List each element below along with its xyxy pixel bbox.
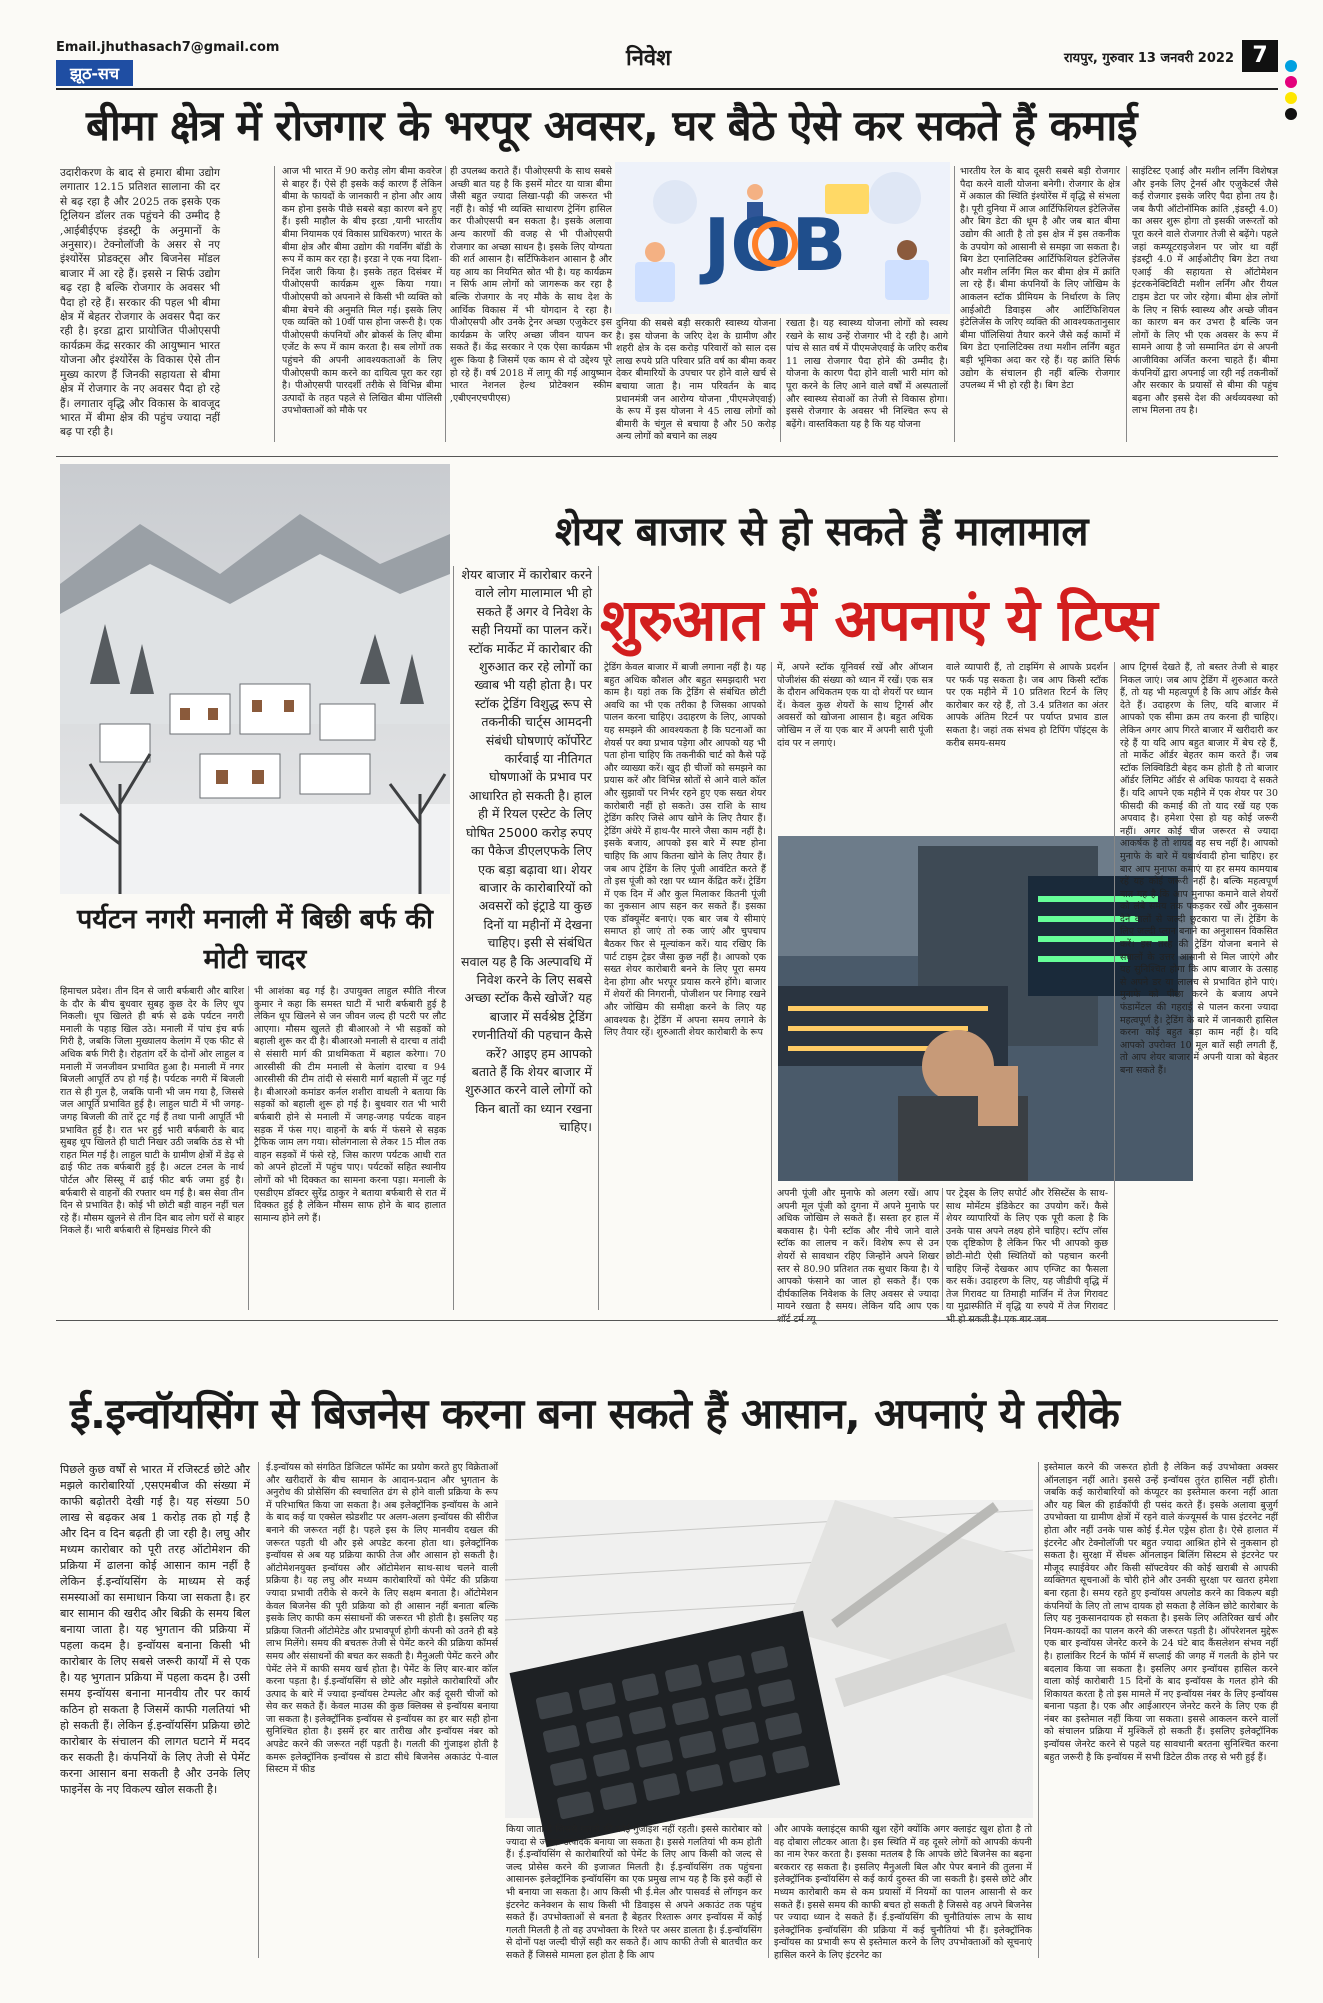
einvoicing-headline: ई.इन्वॉयसिंग से बिजनेस करना बना सकते हैं आसान, अपनाएं ये तरीके xyxy=(70,1389,1120,1438)
insurance-col-2: आज भी भारत में 90 करोड़ लोग बीमा कवरेज से बाहर हैं। ऐसे ही इसके कई कारण हैं लेकिन बीमा के फायदों के जानकारी न होना और आय कम होना इसके पीछे सबसे बड़ा कारण बने हुए हैं। इसी माहौल के बीच इरडा ,यानी भारतीय बीमा नियामक एवं विकास प्राधिकरण) भारत के बीमा क्षेत्र और बीमा उद्योग की गवर्निंग बॉडी के रूप में काम कर रहा है। इरडा ने एक नया दिशा-निर्देश जारी किया है। इसके तहत दिसंबर में पीओएसपी कार्यक्रम शुरू किया गया। पीओएसपी को अपनाने से किसी भी व्यक्ति को बीमा बेचने की अनुमति मिल गई। इसके लिए एक व्यक्ति को 10वीं पास होना जरूरी है। एक पीओएसपी कंपनियों और ब्रोकर्स के लिए बीमा एजेंट के रूप में काम करता है। सब लोगों तक पहुंचने की अपनी आवश्यकताओं के लिए पीओएसपी काम करने का दायित्व पूरा कर रहा है। पीओएसपी पारदर्शी तरीके से विभिन्न बीमा उत्पादों के तहत पहले से लिखित बीमा पॉलिसी उपभोक्ताओं को मौके पर xyxy=(282,166,442,417)
insurance-col-5: रखता है। यह स्वास्थ्य योजना लोगों को स्वस्थ रखने के साथ उन्हें रोजगार भी दे रही है। आगे पांच से सात वर्ष में पीएमजेएवाई के जरिए करीब 11 लाख रोजगार पैदा होने की उम्मीद है। योजना के कारण पैदा होने वाली भारी मांग को पूरा करने के लिए आने वाले वर्षों में अस्पतालों और स्वास्थ्य सेवाओं का तेजी से विकास होगा। इससे रोजगार के अवसर भी निश्चित रूप से बढ़ेंगे। वास्तविकता यह है कि यह योजना xyxy=(786,318,948,430)
einvoicing-col-5: इस्तेमाल करने की जरूरत होती है लेकिन कई उपभोक्ता अक्सर ऑनलाइन नहीं आते। इससे उन्हें इन्वॉयस तुरंत हासिल नहीं होती। जबकि कई कारोबारियों को कंप्यूटर का इस्तेमाल करना नहीं आता और यह बिल की हार्डकॉपी ही पसंद करते हैं। इसके अलावा बुजुर्ग उपभोक्ता या ग्रामीण क्षेत्रों में रहने वाले कंज्यूमर्स के पास इंटरनेट नहीं होता और नहीं उनके पास कोई ई.मेल एड्रेस होता है। ऐसे हालात में इंटरनेट और टेक्नोलॉजी पर बहुत ज्यादा आश्रित होने से नुकसान हो सकता है। सुरक्षा में सेंधरू ऑनलाइन बिलिंग सिस्टम से इंटरनेट पर मौजूद स्पाईवेयर और किसी सॉफ्टवेयर की कोई खराबी से आपकी व्यक्तिगत सूचनाओं के चोरी होने और उनकी सुरक्षा पर खतरा हमेशा बना रहता है। समय रहते हुए इन्वॉयस अपलोड करने का विकल्प बड़ी कंपनियों के लिए तो लाभ दायक हो सकता है लेकिन छोटे कारोबार के लिए यह नुकसानदायक हो सकता है। इसके लिए अतिरिक्त खर्च और नियम-कायदों का पालन करने की जरूरत पड़ती है। ऑपरेशनल मुद्देरू एक बार इन्वॉयस जेनरेट करने के 24 घंटे बाद कैंसलेशन संभव नहीं है। हालांकिर रिटर्न के फॉर्म में सप्लाई की जगह में गलती के होने पर बदलाव किया जा सकता है। इसलिए अगर इन्वॉयस हासिल करने वाला कोई कारोबारी 15 दिनों के बाद इन्वॉयस के गलत होने की शिकायत करता है तो इस मामले में नए इन्वॉयस नंबर के लिए इन्वॉयस बनाना पड़ता है। एक और आईआरएन जेनरेट करने के लिए एक ही नंबर का इस्तेमाल नहीं किया जा सकता। इससे आकलन करने वालों को संचालन प्रक्रिया में मुश्किलें हो सकती हैं। इसलिए इलेक्ट्रॉनिक इन्वॉयस जेनरेट करने से पहले यह सावधानी बरतना सुनिश्चित करना बहुत जरूरी है कि इन्वॉयस में सभी डिटेल ठीक तरह से भरी हुई हैं। xyxy=(1044,1462,1278,1763)
paper-name-tag: झूठ-सच xyxy=(56,60,133,86)
share-col-1: ट्रेडिंग केवल बाजार में बाजी लगाना नहीं है। यह बहुत अधिक कौशल और बहुत समझदारी भरा काम है। यहां तक कि ट्रेडिंग से संबंधित छोटी अवधि का भी एक तरीका है जिसका आपको पालन करना चाहिए। उदाहरण के लिए, आपको यह समझने की आवश्यकता है कि घटनाओं का शेयर्स पर क्या प्रभाव पड़ेगा और आपको यह भी पता होना चाहिए कि तकनीकी चार्ट को कैसे पढ़ें और व्याख्या करें। खुद ही चीजों को समझने का प्रयास करें और विभिन्न स्रोतों से आने वाले कॉल और सुझावों पर निर्भर रहने हुए एक सख्त शेयर कारोबारी नहीं हो सकते। उस राशि के साथ ट्रेडिंग करिए जिसे आप खोने के लिए तैयार हैं। ट्रेडिंग अंधेरे में हाथ-पैर मारने जैसा काम नहीं है। इसके बजाय, आपको इस बारे में स्पष्ट होना चाहिए कि आप कितना खोने के लिए तैयार हैं। जब आप ट्रेडिंग के लिए पूंजी आवंटित करते हैं तो इस पूंजी को रक्षा पर ध्यान केंद्रित करें। ट्रेडिंग में एक दिन में और कुल मिलाकर कितनी पूंजी का नुकसान आप सहन कर सकते हैं। इसका एक डॉक्यूमेंट बनाएं। एक बार जब ये सीमाएं समाप्त हो जाएं तो रुक जाएं और चुपचाप बैठकर फिर से मूल्यांकन करें। याद रखिए कि पार्ट टाइम ट्रेडर जैसा कुछ नहीं है। आपको एक सख्त शेयर कारोबारी बनने के लिए पूरा समय देना होगा और भरपूर प्रयास करने होंगे। बाजार में शेयरों की निगरानी, पोजीशन पर निगाह रखने और जोखिम की समीक्षा करने के लिए यह आवश्यक है। ट्रेडिंग में अपना समय लगाने के लिए तैयार रहें। शुरुआती शेयर कारोबारी के रूप xyxy=(604,662,766,1039)
dateline: रायपुर, गुरुवार 13 जनवरी 2022 xyxy=(1063,51,1234,66)
registration-mark xyxy=(1285,60,1297,72)
masthead xyxy=(56,36,1278,86)
share-col-4: आप ट्रिगर्स देखते हैं, तो बस्तर तेजी से बाहर निकल जाएं। जब आप ट्रेडिंग में शुरुआत करते हैं, तो यह भी महत्वपूर्ण है कि आप ऑर्डर कैसे देते हैं। उदाहरण के लिए, यदि बाजार में आपको एक सीमा क्रम तय करना ही चाहिए। लेकिन अगर आप गिरते बाजार में खरीदारी कर रहे हैं या यदि आप बहुत बाजार में बेच रहे हैं, तो मार्केट ऑर्डर बेहतर काम करते हैं। जब स्टॉक लिक्विडिटी बेहद कम होती है तो बाजार ऑर्डर लिमिट ऑर्डर से अधिक फायदा दे सकते हैं। यदि आपने एक महीने में एक शेयर पर 30 फीसदी की कमाई की तो याद रखें यह एक अपवाद है। हमेशा ऐसा हो यह कोई जरूरी नहीं। अगर कोई चीज जरूरत से ज्यादा आकर्षक है तो शायद वह सच नहीं है। आपको मुनाफे के बारे में यथार्थवादी होना चाहिए। हर बार आप मुनाफा कमाएं या हर समय कामयाब रहें यह कोई जरूरी नहीं है। बल्कि महत्वपूर्ण बात यह है कि आप मुनाफा कमाने वाले शेयरों को लंबे समय तक पकड़कर रखें और नुकसान देने वालों से जल्दी छुटकारा पा लें। ट्रेडिंग के लिए जल्दी प्लान बनाने का अनुशासन विकसित करें। इस तरह की ट्रेडिंग योजना बनाने से सवालों के उत्तर आसानी से मिल जाएंगे और यह सुनिश्चित होगा कि आप बाजार के उत्साह से अपने डर या लालच से प्रभावित होने पाएं। मुनाफे को पीछा करने के बजाय अपने फंडामेंटल की गहराई से पालन करना ज्यादा महत्वपूर्ण है। ट्रेडिंग के बारे में जानकारी हासिल करना कोई बहुत बड़ा काम नहीं है। यदि आपको उपरोक्त 10 मूल बातें सही लगती हैं, तो आप शेयर बाजार में अपनी यात्रा को बेहतर बना सकते हैं। xyxy=(1120,662,1278,1076)
insurance-col-7: साइंटिस्ट एआई और मशीन लर्निंग विशेषज्ञ और इनके लिए ट्रेनर्स और एजुकेटर्स जैसे कई रोजगार इसके जरिए पैदा होना तय है। जब कैपी ऑटोनॉमिक क्रांति ,इंडस्ट्री 4.0) का असर शुरू होगा तो इसकी जरूरतों को पूरा करने वाले रोजगार तेजी से बढ़ेंगे। पहले जहां कम्प्यूटराइजेशन पर जोर था वहीं इंडस्ट्री 4.0 में आईओटीए बिग डेटा तथा एआई की सहायता से ऑटोमेशन इंटरकनेक्टिविटी मशीन लर्निंग और रीयल टाइम डेटा पर जोर रहेगा। बीमा क्षेत्र लोगों के लिए न सिर्फ स्वास्थ्य और अच्छे जीवन का कारण बन कर उभरा है बल्कि जन लोगों के लिए भी एक अवसर के रूप में सामने आया है जो सम्मानित ढंग से अपनी आजीविका अर्जित करना चाहते हैं। बीमा कंपनियों द्वारा अपनाई जा रही नई तकनीकों और सरकार के प्रयासों से बीमा की पहुंच बढ़ना और इससे देश की अर्थव्यवस्था को लाभ मिलना तय है। xyxy=(1132,166,1278,417)
share-pullquote: शेयर बाजार में कारोबार करने वाले लोग मालामाल भी हो सकते हैं अगर वे निवेश के सही नियमों का पालन करें। स्टॉक मार्केट में कारोबार की शुरुआत कर रहे लोगों का ख्वाब भी यही होता है। पर स्टॉक ट्रेडिंग विशुद्ध रूप से तकनीकी चार्ट्स आमदनी संबंधी घोषणाएं कॉर्पोरेट कार्रवाई या नीतिगत घोषणाओं के प्रभाव पर आधारित हो सकती है। हाल ही में रियल एस्टेट के लिए घोषित 25000 करोड़ रुपए का पैकेज डीएलएफके लिए एक बड़ा बढ़ावा था। शेयर बाजार के कारोबारियों को अवसरों को इंट्राडे या कुछ दिनों या महीनों में देखना चाहिए। इसी से संबंधित सवाल यह है कि अल्पावधि में निवेश करने के लिए सबसे अच्छा स्टॉक कैसे खोजें? यह बाजार में सर्वश्रेष्ठ ट्रेडिंग रणनीतियों की पहचान कैसे करें? आइए हम आपको बताते हैं कि शेयर बाजार में शुरुआत करने वाले लोगों को किन बातों का ध्यान रखना चाहिए। xyxy=(461,567,592,1135)
manali-col-1: हिमाचल प्रदेश। तीन दिन से जारी बर्फबारी और बारिश के दौर के बीच बुधवार सुबह कुछ देर के लिए धूप निकली। धूप खिलते ही बर्फ से ढके पर्यटन नगरी मनाली के पहाड़ खिल उठे। मनाली में पांच इंच बर्फ गिरी है, जबकि जिला मुख्यालय केलांग में एक फीट से अधिक बर्फ गिरी है। रोहतांग दर्रे के दोनों ओर लाहुल व मनाली में जनजीवन प्रभावित हुआ है। मनाली में नगर बिजली आपूर्ति ठप हो गई है। पर्यटक नगरी में बिजली रात से ही गुल है, जबकि पानी भी जम गया है, जिससे जल आपूर्ति प्रभावित हुई है। लाहुल घाटी में भी जगह-जगह बिजली की तारें टूट गई हैं तथा पानी आपूर्ति भी प्रभावित हुई है। रात भर हुई भारी बर्फबारी के बाद सुबह धूप खिलते ही घाटी निखर उठी जबकि ठंड से भी राहत मिल गई है। लाहुल घाटी के ग्रामीण क्षेत्रों में डेढ़ से ढाई फीट तक बर्फबारी हुई है। अटल टनल के नार्थ पोर्टल और सिस्सू में ढाई फीट बर्फ जमा हुई है। बर्फबारी से वाहनों की रफ्तार थम गई है। बस सेवा तीन दिन से प्रभावित है। कोई भी छोटी बड़ी वाहन नहीं चल रहे हैं। मौसम खुलने से तीन दिन बाद लोग घरों से बाहर निकले हैं। भारी बर्फबारी से हिमखंड गिरने की xyxy=(60,986,244,1237)
masthead-rule xyxy=(56,88,1278,90)
share-col-2a: में, अपने स्टॉक यूनिवर्स रखें और ऑप्शन पोजीशंस की संख्या को ध्यान में रखें। एक सत्र के दौरान अधिकतम एक या दो शेयरों पर ध्यान दें। केवल कुछ शेयरों के साथ ट्रिगर्स और अवसरों को खोजना आसान है। बहुत अधिक जोखिम न लें या एक बार में अपनी सारी पूंजी दांव पर न लगाएं। xyxy=(777,662,933,749)
einvoicing-col-4: और आपके क्लाइंट्स काफी खुश रहेंगे क्योंकि अगर क्लाइंट खुश होता है तो वह दोबारा लौटकर आता है। इस स्थिति में वह दूसरे लोगों को आपकी कंपनी का नाम रेफर करता है। इसका मतलब है कि आपके छोटे बिजनेस का बढ़ना बरकरार रह सकता है। इसलिए मैनुअली बिल और पेपर बनाने की तुलना में इलेक्ट्रॉनिक इन्वॉयसिंग से कई कार्य दुरुस्त की जा सकती है। इससे छोटे और मध्यम कारोबारी कम से कम प्रयासों में नियमों का पालन आसानी से कर सकते हैं। इससे समय की काफी बचत हो सकती है जिससे वह अपने बिजनेस पर ज्यादा ध्यान दे सकते हैं। ई.इन्वॉयसिंग की चुनौतियांरू लाभ के साथ इलेक्ट्रॉनिक इन्वॉयसिंग की प्रक्रिया में कई चुनौतियां भी हैं। इलेक्ट्रॉनिक इन्वॉयस का प्रभावी रूप से इस्तेमाल करने के लिए उपभोक्ताओं को सूचनाएं हासिल करने के लिए इंटरनेट का xyxy=(774,1824,1032,1961)
einvoicing-col-3: किया जाता है जिससे गलती की कोई गुंजाइश नहीं रहती। इससे कारोबार को ज्यादा से ज्यादा उत्पादक बनाया जा सकता है। इससे गलतियां भी कम होती हैं। ई.इन्वॉयसिंग से कारोबारियों को पेमेंट के लिए आप किसी को जल्द से जल्द प्रोसेस करने की इजाजत मिलती है। ई.इन्वॉयसिंग तक पहुंचना आसानरू इलेक्ट्रॉनिक इन्वॉयसिंग का एक प्रमुख लाभ यह है कि इसे कहीं से भी बनाया जा सकता है। आप किसी भी ई.मेल और पासवर्ड से लॉगइन कर इंटरनेट कनेक्शन के साथ किसी भी डिवाइस से अपने अकाउंट तक पहुंच सकते हैं। उपभोक्ताओं से बनता है बेहतर रिश्तारू अगर इन्वॉयस में कोई गलती मिलती है तो वह उपभोक्ता के रिश्ते पर असर डालता है। ई.इन्वॉयसिंग से दोनों पक्ष जल्दी चीज़ें सही कर सकते हैं। आप काफी तेजी से बातचीत कर सकते हैं जिससे मामला हल होता है कि आप xyxy=(506,1824,762,1961)
page-number: 7 xyxy=(1242,40,1278,72)
einvoicing-col-1: पिछले कुछ वर्षों से भारत में रजिस्टर्ड छोटे और मझले कारोबारियों ,एसएमबीज की संख्या में काफी बढ़ोतरी देखी गई है। यह संख्या 50 लाख से बढ़कर अब 1 करोड़ तक हो गई है और दिन व दिन बढ़ती ही जा रही है। लघु और मध्यम कारोबार को पूरी तरह ऑटोमेशन की प्रक्रिया में ढालना कोई आसान काम नहीं है लेकिन ई.इन्वॉयसिंग के माध्यम से कई समस्याओं का समाधान किया जा सकता है। हर बार सामान की खरीद और बिक्री के समय बिल बनाया जाता है। यह भुगतान की प्रक्रिया में पहला कदम है। इन्वॉयस बनाना किसी भी कारोबार के लिए सबसे जरूरी कार्यों में से एक है। यह भुगतान प्रक्रिया में पहला कदम है। उसी समय इन्वॉयस बनाना मानवीय तौर पर कार्य कठिन हो सकता है जिसमें काफी गलतियां भी हो सकती हैं। लेकिन ई.इन्वॉयसिंग प्रक्रिया छोटे कारोबार के संचालन की लागत घटाने में मदद कर सकती है। कंपनियों के लिए तेजी से पेमेंट करना आसान बना सकती है और उनके लिए फाइनेंस के नए विकल्प खोल सकती है। xyxy=(60,1463,250,1796)
share-col-3a: वाले व्यापारी हैं, तो टाइमिंग से आपके प्रदर्शन पर फर्क पड़ सकता है। जब आप किसी स्टॉक पर एक महीने में 10 प्रतिशत रिटर्न के लिए कारोबार कर रहे हैं, तो 3.4 प्रतिशत का अंतर आपके अंतिम रिटर्न पर पर्याप्त प्रभाव डाल सकता है। जहां तक संभव हो टिपिंग पॉइंट्स के करीब समय-समय xyxy=(946,662,1108,749)
manali-snow-photo xyxy=(60,464,450,894)
share-red-headline: शुरुआत में अपनाएं ये टिप्स xyxy=(600,586,1157,654)
manali-caption: पर्यटन नगरी मनाली में बिछी बर्फ की मोटी चादर xyxy=(76,904,434,975)
section-title: निवेश xyxy=(626,46,672,71)
registration-mark xyxy=(1285,108,1297,120)
share-col-2b: अपनी पूंजी और मुनाफे को अलग रखें। आप अपनी मूल पूंजी को दुगना में अपने मुनाफे पर अधिक जोखिम ले सकते हैं। सस्ता हर हाल में बकवास है। पेनी स्टॉक और नीचे जाने वाले स्टॉक का लालच न करें। विशेष रूप से उन शेयरों से सावधान रहिए जिन्होंने अपने शिखर स्तर से 80.90 प्रतिशत तक सुधार किया है। ये आपको फंसाने का जाल हो सकते हैं। एक दीर्घकालिक निवेशक के लिए अवसर से ज्यादा मायने रखता है समय। लेकिन यदि आप एक xyxy=(777,1188,939,1313)
job-illustration xyxy=(615,162,950,314)
insurance-col-1: उदारीकरण के बाद से हमारा बीमा उद्योग लगातार 12.15 प्रतिशत सालाना की दर से बढ़ रहा है और 2025 तक इसके एक ट्रिलियन डॉलर तक पहुंचने की उम्मीद है ,आईबीईएफ इंडस्ट्री के अनुमानों के अनुसार)। टेक्नोलॉजी के असर से नए इंश्योरेंस प्रोडक्ट्स और बिजनेस मॉडल बाजार में आ रहे हैं। इससे न सिर्फ उद्योग बढ़ रहा है बल्कि रोजगार के अवसर भी पैदा हो रहे हैं। सरकार की पहल भी बीमा क्षेत्र में बेहतर रोजगार के अवसर पैदा कर रही है। इरडा द्वारा प्रायोजित पीओएसपी कार्यक्रम केंद्र सरकार की आयुष्मान भारत योजना और इंश्योरेंस के विकास ऐसे तीन मुख्य कारण हैं जिनकी सहायता से बीमा क्षेत्र में रोजगार के नए अवसर पैदा हो रहे हैं। लगातार वृद्धि और विकास के बावजूद भारत में बीमा क्षेत्र की पहुंच ज्यादा नहीं बढ़ पा रही है। xyxy=(60,167,220,439)
insurance-col-3: ही उपलब्ध कराते हैं। पीओएसपी के साथ सबसे अच्छी बात यह है कि इसमें मोटर या यात्रा बीमा जैसी बहुत ज्यादा लिखा-पढ़ी की जरूरत भी नहीं है। कोई भी व्यक्ति साधारण ट्रेनिंग हासिल कर पीओएसपी बन सकता है। इसके अलावा अन्य कारणों की वजह से भी पीओएसपी रोजगार का अच्छा साधन है। इसके लिए योग्यता की शर्त आसान है। सर्टिफिकेशन आसान है और यह आय का नियमित स्रोत भी है। यह कार्यक्रम न सिर्फ आम लोगों को जागरूक कर रहा है बल्कि रोजगार के नए मौके के साथ देश के आर्थिक विकास में भी योगदान दे रहा है। पीओएसपी और उनके ट्रेनर अच्छा एजुकेटर इस कार्यक्रम के जरिए अच्छा जीवन यापन कर सकते हैं। केंद्र सरकार ने एक ऐसा कार्यक्रम भी शुरू किया है जिसमें एक काम से दो उद्देश्य पूरे हो रहे हैं। वर्ष 2018 में लागू की गई आयुष्मान भारत नेशनल हेल्थ प्रोटेक्शन स्कीम ,एबीएनएचपीएस) xyxy=(450,166,612,404)
insurance-headline: बीमा क्षेत्र में रोजगार के भरपूर अवसर, घर बैठे ऐसे कर सकते हैं कमाई xyxy=(86,101,1137,150)
registration-mark xyxy=(1285,92,1297,104)
contact-email[interactable]: Email.jhuthasach7@gmail.com xyxy=(56,40,280,55)
share-col-3b: पर ट्रेड्स के लिए सपोर्ट और रेसिस्टेंस के साथ-साथ मोमेंटम इंडिकेटर का उपयोग करें। कैसे शेयर व्यापारियों के लिए एक पूरी कला है कि उनके पास अपने लक्ष्य होने चाहिए। स्टॉप लॉस एक दृष्टिकोण है लेकिन फिर भी आपको कुछ छोटी-मोटी ऐसी स्थितियों को पहचान करनी चाहिए जिन्हें देखकर आप एग्जिट का फैसला कर सकें। उदाहरण के लिए, यह जीडीपी वृद्धि में तेज गिरावट या तिमाही मार्जिन में तेज गिरावट या मुद्रास्फीति में वृद्धि या रुपये में तेज गिरावट xyxy=(946,1188,1108,1313)
insurance-col-6: भारतीय रेल के बाद दूसरी सबसे बड़ी रोजगार पैदा करने वाली योजना बनेगी। रोजगार के क्षेत्र में अकाल की स्थिति इंश्योरेंस में वृद्धि से संभला है। पूरी दुनिया में आज आर्टिफिशियल इंटेलिजेंस और बिग डेटा की धूम है और जब बात बीमा उद्योग की आती है तो इस क्षेत्र में इस तकनीक के उपयोग को आसानी से समझा जा सकता है। बिग डेटा एनालिटिक्स आर्टिफिशियल इंटेलिजेंस और मशीन लर्निंग मिल कर बीमा क्षेत्र में क्रांति ला रहे हैं। बीमा कंपनियों के लिए जोखिम के आकलन स्टॉक प्रीमियम के निर्धारण के लिए आईओटी डिवाइस और आर्टिफिशियल इंटेलिजेंस के जरिए व्यक्ति की आवश्यकतानुसार बीमा पॉलिसियां तैयार करने जैसे कई कामों में बिग डेटा एनालिटिक्स तथा मशीन लर्निंग बहुत बड़ी भूमिका अदा कर रहे हैं। यह क्रांति सिर्फ उद्योग के संचालन ही नहीं बल्कि रोजगार उपलब्ध में भी हो रही है। बिग डेटा xyxy=(960,166,1120,392)
manali-col-2: भी आशंका बढ़ गई है। उपायुक्त लाहुल स्पीति नीरज कुमार ने कहा कि समस्त घाटी में भारी बर्फबारी हुई है लेकिन धूप खिलने से जन जीवन जल्द ही पटरी पर लौट आएगा। मौसम खुलते ही बीआरओ ने भी सड़कों को बहाली शुरू कर दी है। बीआरओ मनाली से दारचा व तांदी से संसारी मार्ग की प्राथमिकता में बहाल करेगा। 70 आरसीसी की टीम मनाली से केलांग दारचा व 94 आरसीसी की टीम तांदी से संसारी मार्ग बहाली में जुट गई है। बीआरओ कमांडर कर्नल शशीरा वाधली ने बताया कि सड़कों को बहाली शुरू हो गई है। बुधवार रात भी भारी बर्फबारी होने से मनाली में जगह-जगह पर्यटक वाहन सड़क में फंस गए। वाहनों के बर्फ में फंसने से सड़क ट्रैफिक जाम लग गया। सोलंगनाला से लेकर 15 मील तक वाहन सड़कों में फंसे रहे, जिस कारण पर्यटक आधी रात को अपने होटलों में पहुंच पाए। पर्यटकों सहित स्थानीय लोगों को भी दिक्कत का सामना करना पड़ा। मनाली के एसडीएम डॉक्टर सुरेंद्र ठाकुर ने बताया बर्फबारी से रात में दिक्कत हुई है लेकिन मौसम साफ होने के बाद हालात सामान्य होने लगे हैं। xyxy=(254,986,446,1224)
insurance-col-4: दुनिया की सबसे बड़ी सरकारी स्वास्थ्य योजना है। इस योजना के जरिए देश के ग्रामीण और शहरी क्षेत्र के दस करोड़ परिवारों को साल दस लाख रुपये प्रति परिवार प्रति वर्ष का बीमा कवर देकर बीमारियों के उपचार पर होने वाले खर्च से बचाया जाता है। नाम परिवर्तन के बाद प्रधानमंत्री जन आरोग्य योजना ,पीएमजेएवाई) के रूप में इस योजना ने 45 लाख लोगों को बीमारी के चंगुल से बचाया है और 50 करोड़ अन्य लोगों को बचाने का लक्ष्य xyxy=(616,318,776,443)
registration-mark xyxy=(1285,76,1297,88)
share-headline: शेयर बाजार से हो सकते हैं मालामाल xyxy=(555,509,1089,555)
einvoicing-col-2: ई.इन्वॉयस को संगठित डिजिटल फॉर्मेट का प्रयोग करते हुए विक्रेताओं और खरीदारों के बीच सामान के आदान-प्रदान और भुगतान के अनुरोध की प्रोसेसिंग की स्वचालित ढंग से होने वाली प्रक्रिया के रूप में परिभाषित किया जा सकता है। अब इलेक्ट्रॉनिक इन्वॉयस के आने के बाद कई या एक्सेल स्प्रेडशीट पर अलग-अलग इन्वॉयस की सीरीज बनाने की जरूरत नहीं है। पहले इस के लिए मानवीय दखल की जरूरत पड़ती थी और इसे अपडेट करना होता था। इलेक्ट्रॉनिक इन्वॉयस से अब यह प्रक्रिया काफी तेज और आसान हो सकती है। ऑटोमेशनयुक्त इन्वॉयस और ऑटोमेशन साथ-साथ चलने वाली प्रक्रिया है। यह लघु और मध्यम कारोबारियों को पेमेंट की प्रक्रिया ज्यादा प्रभावी तरीके से करने के लिए सक्षम बनाता है। ऑटोमेशन केवल बिजनेस की पूरी प्रक्रिया को ही आसान नहीं बनाता बल्कि इसके लिए काफी कम संसाधनों की जरूरत भी होती है। इसलिए यह प्रक्रिया जितनी ऑटोमेटेड और प्रभावपूर्ण होगी कंपनी को उतने ही बड़े लाभ मिलेंगे। समय की बचतरू तेजी से पेमेंट करने की प्रक्रिया कॉमर्स समय और संसाधनों की बचत कर सकती है। मैनुअली पेमेंट करने और पेमेंट लेने में काफी समय खर्च होता है। पेमेंट के लिए बार-बार कॉल करना पड़ता है। ई.इन्वॉयसिंग से छोटे और मझोले कारोबारियों और उत्पाद के बारे में ज्यादा इन्वॉयस टेम्पलेट और कई दूसरी चीजों को सेव कर सकते हैं। केवल माउस की कुछ क्लिक्स से इन्वॉयस बनाया जा सकता है। इलेक्ट्रॉनिक इन्वॉयस से इन्वॉयस का हर बार सही होना सुनिश्चित होता है। इसमें हर बार तारीख और इन्वॉयस नंबर को अपडेट करने की जरूरत नहीं पड़ती है। गलती की गुंजाइश होती है कमरू इलेक्ट्रॉनिक इन्वॉयस से डाटा सीधे बिजनेस अकाउंट पे-वाल सिस्टम में फीड xyxy=(266,1462,498,1776)
job-word: JOB xyxy=(703,203,847,287)
calculator-photo xyxy=(505,1500,1033,1818)
